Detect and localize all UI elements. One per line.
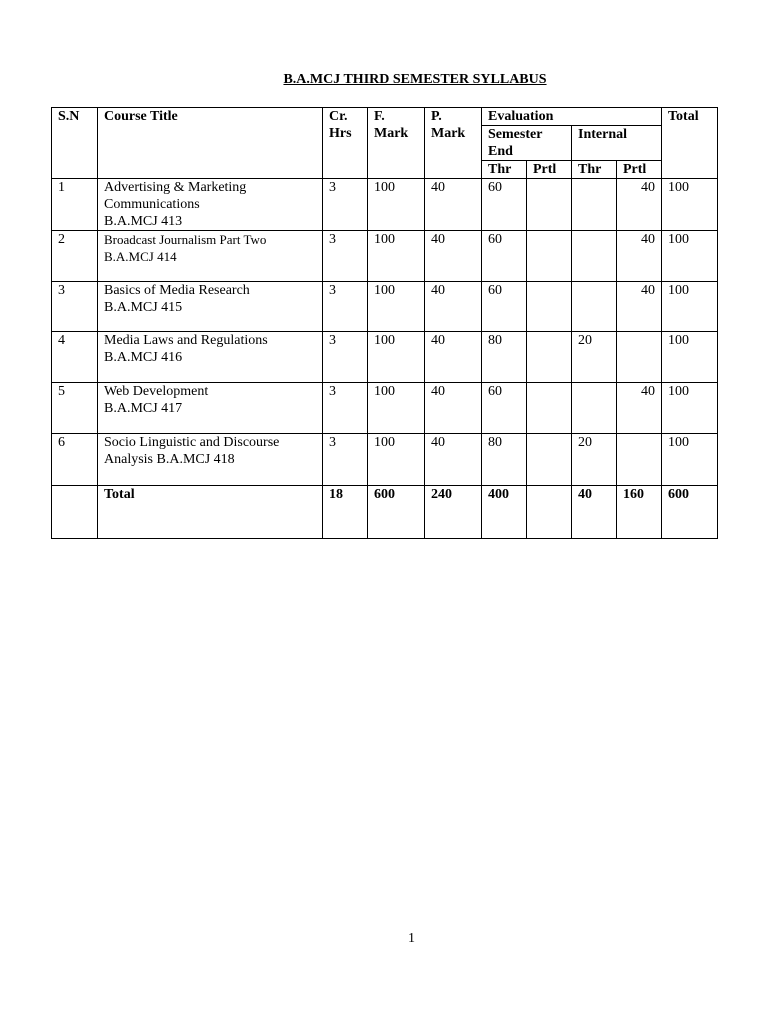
header-sn: S.N (52, 108, 98, 179)
cell-se-thr: 80 (482, 332, 527, 383)
course-code: B.A.MCJ 413 (104, 214, 183, 229)
totals-p-mark: 240 (425, 486, 482, 539)
cell-in-prtl (617, 332, 662, 383)
header-in-prtl: Prtl (617, 161, 662, 179)
table-row (52, 434, 718, 486)
table-row (52, 332, 718, 383)
totals-se-prtl (527, 486, 572, 539)
cell-in-prtl (617, 434, 662, 486)
cell-in-prtl: 40 (617, 179, 662, 231)
course-code: B.A.MCJ 417 (104, 401, 183, 416)
course-name: Basics of Media Research (104, 283, 250, 298)
cell-in-thr (572, 282, 617, 332)
header-row (52, 108, 718, 126)
cell-cr: 3 (323, 383, 368, 434)
cell-se-prtl (527, 332, 572, 383)
cell-cr: 3 (323, 282, 368, 332)
cell-sn: 5 (52, 383, 98, 434)
cell-in-thr (572, 179, 617, 231)
cell-se-prtl (527, 179, 572, 231)
cell-se-prtl (527, 231, 572, 282)
header-evaluation: Evaluation (482, 108, 662, 126)
cell-f-mark: 100 (368, 179, 425, 231)
totals-in-thr: 40 (572, 486, 617, 539)
cell-p-mark: 40 (425, 179, 482, 231)
header-cr-hrs: Cr. Hrs (323, 108, 368, 179)
header-se-prtl: Prtl (527, 161, 572, 179)
cell-p-mark: 40 (425, 332, 482, 383)
document-title-text: B.A.MCJ THIRD SEMESTER SYLLABUS (283, 72, 547, 87)
cell-course (98, 434, 323, 486)
course-name: Broadcast Journalism Part Two (104, 232, 267, 247)
cell-total: 100 (662, 179, 718, 231)
totals-in-prtl: 160 (617, 486, 662, 539)
totals-label: Total (98, 486, 323, 539)
cell-total: 100 (662, 383, 718, 434)
course-code: B.A.MCJ 414 (104, 249, 177, 264)
totals-total: 600 (662, 486, 718, 539)
cell-f-mark: 100 (368, 231, 425, 282)
cell-course (98, 282, 323, 332)
table-row (52, 282, 718, 332)
cell-se-thr: 60 (482, 179, 527, 231)
course-code: B.A.MCJ 415 (104, 300, 183, 315)
cell-sn: 1 (52, 179, 98, 231)
header-course-title: Course Title (98, 108, 323, 179)
cell-sn: 2 (52, 231, 98, 282)
cell-f-mark: 100 (368, 282, 425, 332)
cell-cr: 3 (323, 434, 368, 486)
table-row (52, 383, 718, 434)
course-name: Socio Linguistic and Discourse Analysis B.A.MCJ 418 (104, 435, 280, 467)
cell-in-prtl: 40 (617, 231, 662, 282)
cell-p-mark: 40 (425, 282, 482, 332)
cell-total: 100 (662, 282, 718, 332)
header-p-mark: P. Mark (425, 108, 482, 179)
cell-f-mark: 100 (368, 434, 425, 486)
cell-total: 100 (662, 434, 718, 486)
cell-sn: 6 (52, 434, 98, 486)
cell-sn: 4 (52, 332, 98, 383)
cell-p-mark: 40 (425, 434, 482, 486)
cell-cr: 3 (323, 332, 368, 383)
header-semester-end: Semester End (482, 126, 572, 161)
cell-se-thr: 80 (482, 434, 527, 486)
cell-p-mark: 40 (425, 383, 482, 434)
cell-p-mark: 40 (425, 231, 482, 282)
cell-se-thr: 60 (482, 282, 527, 332)
cell-sn: 3 (52, 282, 98, 332)
cell-total: 100 (662, 332, 718, 383)
syllabus-table (51, 107, 718, 539)
cell-se-prtl (527, 434, 572, 486)
cell-course (98, 231, 323, 282)
cell-cr: 3 (323, 231, 368, 282)
cell-in-thr (572, 231, 617, 282)
cell-in-thr (572, 383, 617, 434)
cell-course (98, 332, 323, 383)
totals-se-thr: 400 (482, 486, 527, 539)
header-total: Total (662, 108, 718, 179)
header-se-thr: Thr (482, 161, 527, 179)
cell-f-mark: 100 (368, 332, 425, 383)
cell-course (98, 179, 323, 231)
totals-f-mark: 600 (368, 486, 425, 539)
cell-cr: 3 (323, 179, 368, 231)
cell-se-thr: 60 (482, 383, 527, 434)
cell-se-thr: 60 (482, 231, 527, 282)
header-in-thr: Thr (572, 161, 617, 179)
course-name: Web Development (104, 384, 209, 399)
table-row (52, 231, 718, 282)
cell-total: 100 (662, 231, 718, 282)
cell-in-prtl: 40 (617, 383, 662, 434)
course-name: Advertising & Marketing Communications (104, 180, 247, 212)
cell-in-thr: 20 (572, 434, 617, 486)
table-row (52, 179, 718, 231)
header-internal: Internal (572, 126, 662, 161)
cell-se-prtl (527, 383, 572, 434)
header-f-mark: F. Mark (368, 108, 425, 179)
cell-in-prtl: 40 (617, 282, 662, 332)
totals-cr: 18 (323, 486, 368, 539)
cell-course (98, 383, 323, 434)
document-title (0, 72, 768, 88)
cell-in-thr: 20 (572, 332, 617, 383)
cell-f-mark: 100 (368, 383, 425, 434)
course-code: B.A.MCJ 416 (104, 350, 183, 365)
cell-sn (52, 486, 98, 539)
course-name: Media Laws and Regulations (104, 333, 268, 348)
cell-se-prtl (527, 282, 572, 332)
totals-row (52, 486, 718, 539)
page-number: 1 (408, 931, 415, 946)
